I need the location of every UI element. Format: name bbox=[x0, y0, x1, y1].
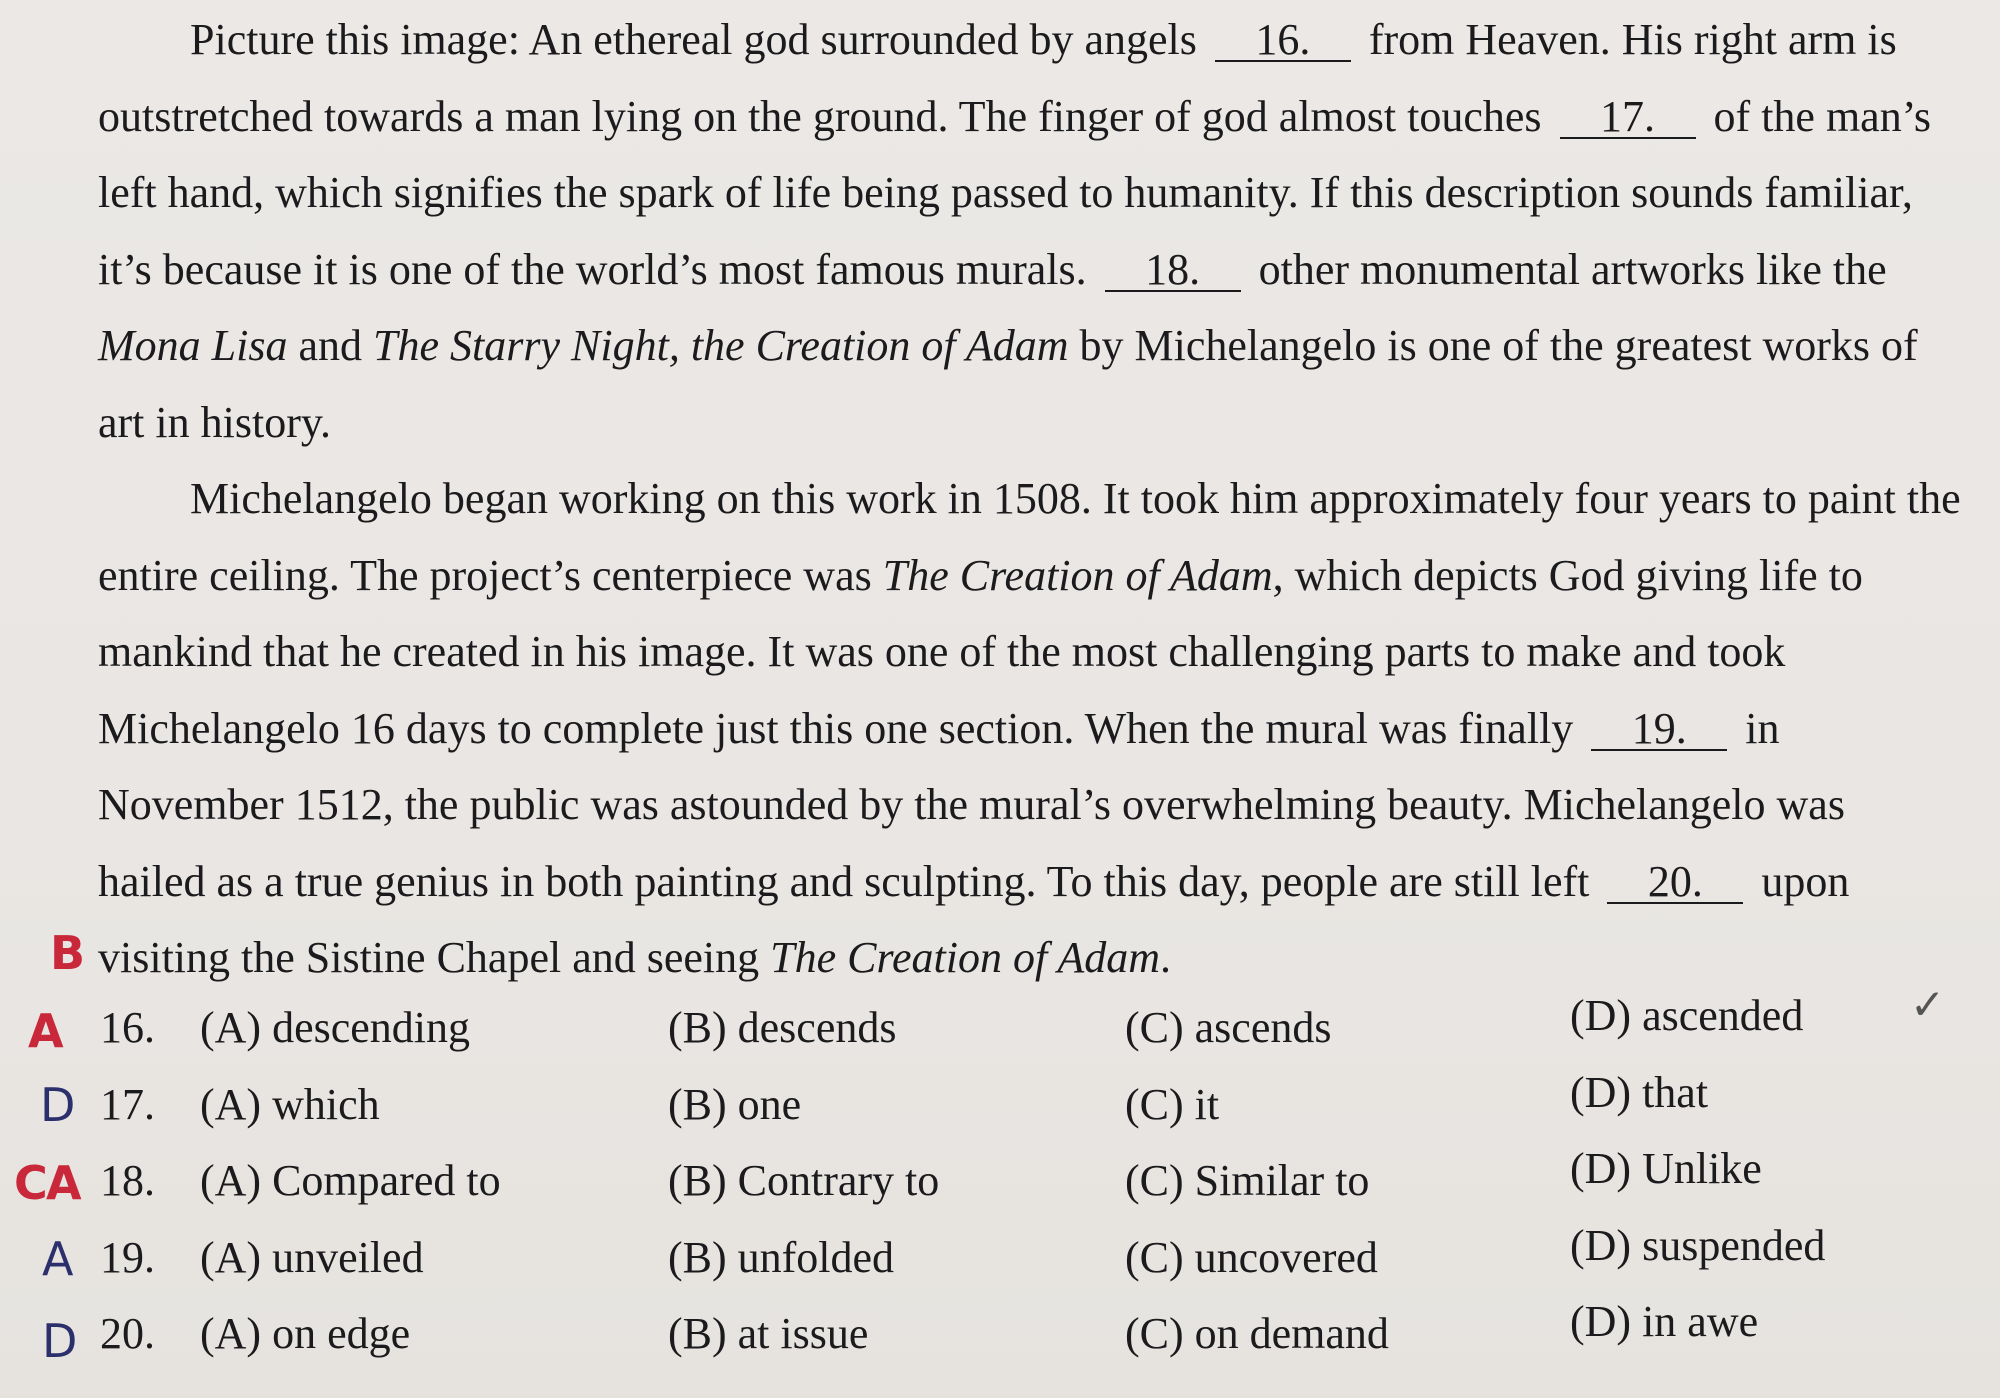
handwritten-mark-18-prefix: C bbox=[14, 1156, 48, 1210]
p1-line-3: left hand, which signifies the spark of life being passed to humanity. If this description sounds familiar, bbox=[98, 168, 1913, 217]
p2-line-5: November 1512, the public was astounded by the mural’s overwhelming beauty. Michelangelo was bbox=[98, 780, 1845, 829]
blank-20: 20. bbox=[1607, 862, 1743, 904]
p1-line-1: Picture this image: An ethereal god surrounded by angels 16. from Heaven. His right arm is bbox=[190, 15, 1897, 64]
option-d: (D) in awe bbox=[1570, 1297, 1759, 1346]
option-a: (A) descending bbox=[200, 1003, 471, 1052]
option-d: (D) that bbox=[1570, 1067, 1709, 1117]
option-c: (C) on demand bbox=[1125, 1309, 1389, 1358]
handwritten-mark-19: A bbox=[42, 1232, 74, 1286]
question-list bbox=[100, 990, 1980, 1373]
question-number: 17. bbox=[100, 1079, 155, 1129]
option-b: (B) Contrary to bbox=[668, 1156, 940, 1205]
option-b: (B) descends bbox=[668, 1003, 897, 1052]
blank-17: 17. bbox=[1560, 97, 1696, 139]
question-number: 18. bbox=[100, 1156, 155, 1205]
option-c: (C) it bbox=[1125, 1079, 1220, 1129]
option-d: (D) Unlike bbox=[1570, 1144, 1762, 1193]
p2-line-4: Michelangelo 16 days to complete just this one section. When the mural was finally 19. in bbox=[98, 703, 1780, 753]
handwritten-mark-18: A bbox=[46, 1156, 82, 1210]
blank-19: 19. bbox=[1591, 709, 1727, 751]
p1-line-4: it’s because it is one of the world’s most famous murals. 18. other monumental artworks like the bbox=[98, 244, 1887, 294]
option-d: (D) suspended bbox=[1570, 1220, 1826, 1270]
option-b: (B) at issue bbox=[668, 1309, 869, 1358]
check-mark-icon: ✓ bbox=[1910, 980, 1946, 1029]
p1-line-2: outstretched towards a man lying on the ground. The finger of god almost touches 17. of the man’s bbox=[98, 91, 1932, 141]
p1-line-6: art in history. bbox=[98, 397, 331, 447]
option-d: (D) ascended bbox=[1570, 991, 1804, 1040]
paragraph-1 bbox=[98, 2, 1983, 461]
option-a: (A) on edge bbox=[200, 1309, 411, 1358]
handwritten-mark-20: D bbox=[42, 1314, 78, 1368]
handwritten-mark-17: D bbox=[40, 1078, 76, 1132]
paragraph-2 bbox=[98, 461, 1983, 997]
option-c: (C) Similar to bbox=[1125, 1156, 1370, 1205]
option-c: (C) ascends bbox=[1125, 1003, 1332, 1052]
question-number: 19. bbox=[100, 1232, 155, 1282]
option-c: (C) uncovered bbox=[1125, 1232, 1378, 1282]
option-a: (A) Compared to bbox=[200, 1156, 501, 1205]
handwritten-mark-16: A bbox=[28, 1004, 64, 1058]
blank-16: 16. bbox=[1215, 20, 1351, 62]
p1-line-5: Mona Lisa and The Starry Night, the Creation of Adam by Michelangelo is one of the greatest works of bbox=[98, 321, 1918, 370]
option-b: (B) unfolded bbox=[668, 1232, 895, 1282]
question-number: 20. bbox=[100, 1309, 155, 1358]
p2-line-3: mankind that he created in his image. It was one of the most challenging parts to make and took bbox=[98, 627, 1786, 676]
p2-line-1: Michelangelo began working on this work in 1508. It took him approximately four years to paint the bbox=[190, 474, 1961, 523]
blank-18: 18. bbox=[1105, 250, 1241, 292]
p2-line-6: hailed as a true genius in both painting and sculpting. To this day, people are still left 20. upon bbox=[98, 856, 1850, 906]
option-a: (A) which bbox=[200, 1079, 380, 1129]
handwritten-mark-b: B bbox=[50, 926, 86, 980]
question-20 bbox=[100, 1296, 1980, 1373]
p2-line-2: entire ceiling. The project’s centerpiece was The Creation of Adam, which depicts God giving life to bbox=[98, 550, 1863, 600]
option-a: (A) unveiled bbox=[200, 1232, 424, 1282]
option-b: (B) one bbox=[668, 1079, 802, 1129]
question-number: 16. bbox=[100, 1003, 155, 1052]
p2-line-7: visiting the Sistine Chapel and seeing The Creation of Adam. bbox=[98, 933, 1172, 982]
